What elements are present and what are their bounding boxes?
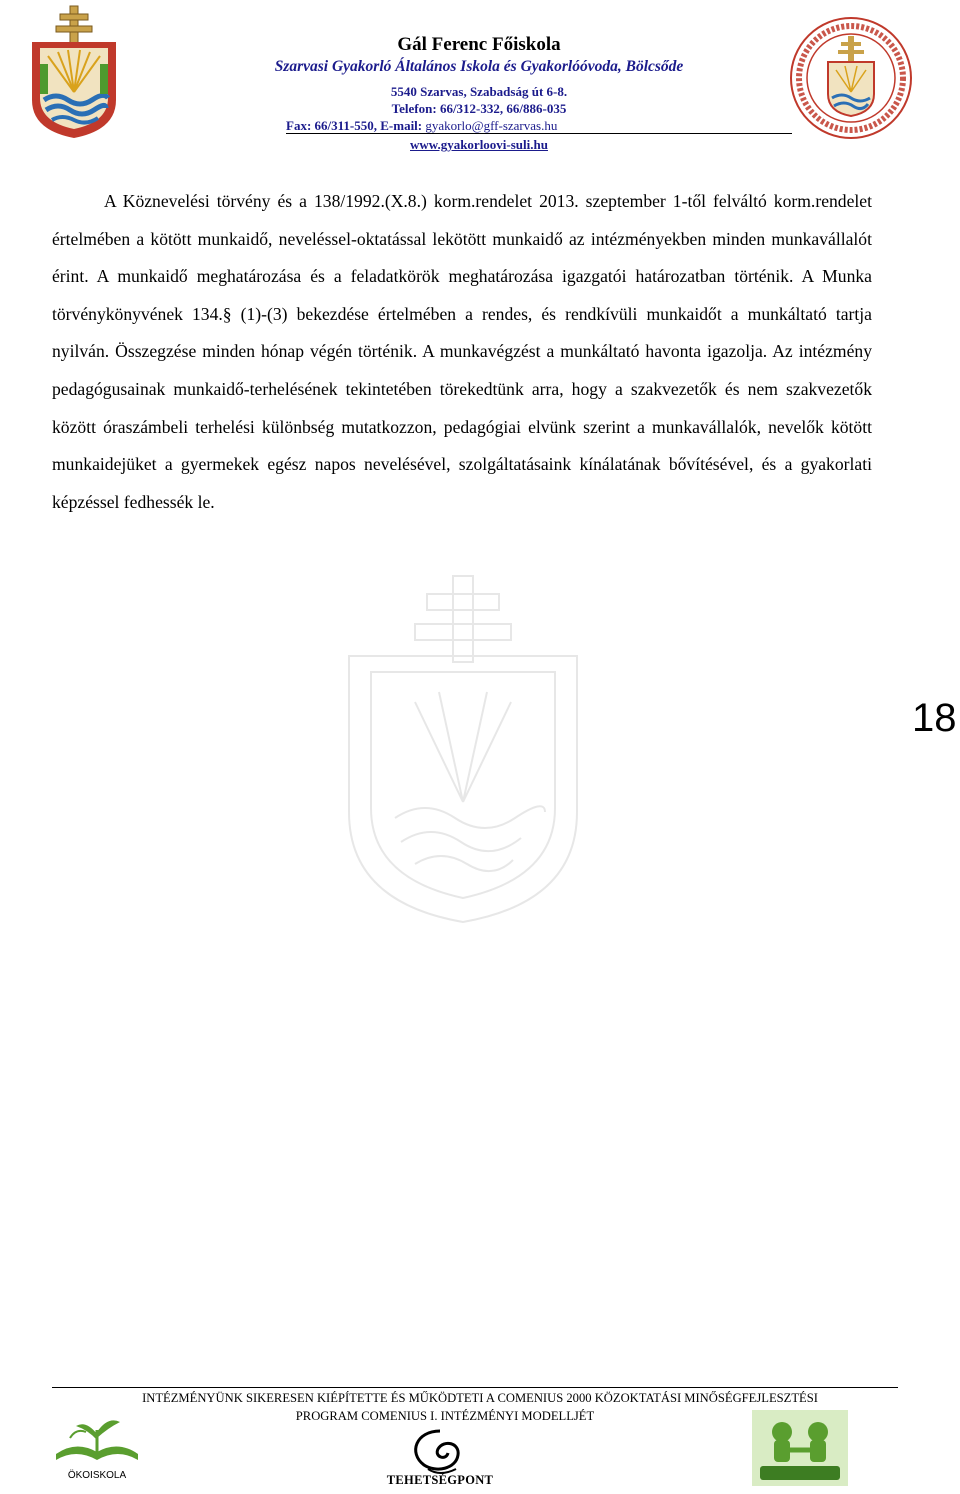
- footer-text-line1: INTÉZMÉNYÜNK SIKERESEN KIÉPÍTETTE ÉS MŰKÖDTETI A COMENIUS 2000 KÖZOKTATÁSI MINŐSÉGFEJLESZTÉSI: [142, 1391, 818, 1405]
- school-fax-email: [286, 118, 557, 134]
- body-paragraph: A Köznevelési törvény és a 138/1992.(X.8.) korm.rendelet 2013. szeptember 1-től felváltó korm.rendelet értelmében a kötött munkaidő, neveléssel-oktatással lekötött munkaidő az intézményekben minden munkavállalót érint. A munkaidő meghatározása és a feladatkörök meghatározása igazgatói határozatban történik. A Munka törvénykönyvének 134.§ (1)-(3) bekezdése értelmében a rendes, és rendkívüli munkaidőt a munkáltató tartja nyilván. Összegzése minden hónap végén történik. A munkavégzést a munkáltató havonta igazolja. Az intézmény pedagógusainak munkaidő-terhelésének tekintetében törekedtünk arra, hogy a szakvezetők és nem szakvezetők között óraszámbeli terhelési különbség mutatkozzon, pedagógiai elvünk szerint a munkavállalók, nevelők kötött munkaidejüket a gyermekek egész napos nevelésével, szolgáltatásaink kínálatának bővítésével, és a gyakorlati képzéssel fedhessék le.: [52, 191, 872, 512]
- email-link[interactable]: gyakorlo@gff-szarvas.hu: [425, 118, 558, 133]
- footer-divider: [52, 1387, 898, 1388]
- college-crest-left-icon: [28, 4, 120, 140]
- crest-watermark-icon: [345, 572, 581, 926]
- school-crest-right-icon: [790, 16, 912, 140]
- header-divider: [286, 133, 792, 134]
- tehetsegpont-logo-icon: [398, 1425, 482, 1479]
- institution-name: Gál Ferenc Főiskola: [397, 34, 561, 55]
- website-link[interactable]: www.gyakorloovi-suli.hu: [410, 137, 548, 152]
- footer-text-line2: PROGRAM COMENIUS I. INTÉZMÉNYI MODELLJÉT: [295, 1409, 595, 1423]
- tehetsegpont-label: TEHETSÉGPONT: [386, 1473, 494, 1487]
- school-phone: Telefon: 66/312-332, 66/886-035: [391, 101, 567, 116]
- zold-ovoda-logo-icon: [752, 1410, 848, 1486]
- fax-label: Fax: 66/311-550, E-mail:: [286, 118, 426, 133]
- page-number: 18: [912, 696, 957, 740]
- school-name: Szarvasi Gyakorló Általános Iskola és Gyakorlóóvoda, Bölcsőde: [274, 58, 684, 75]
- okoiskola-label: ÖKOISKOLA: [67, 1470, 127, 1481]
- school-address: 5540 Szarvas, Szabadság út 6-8.: [390, 84, 568, 99]
